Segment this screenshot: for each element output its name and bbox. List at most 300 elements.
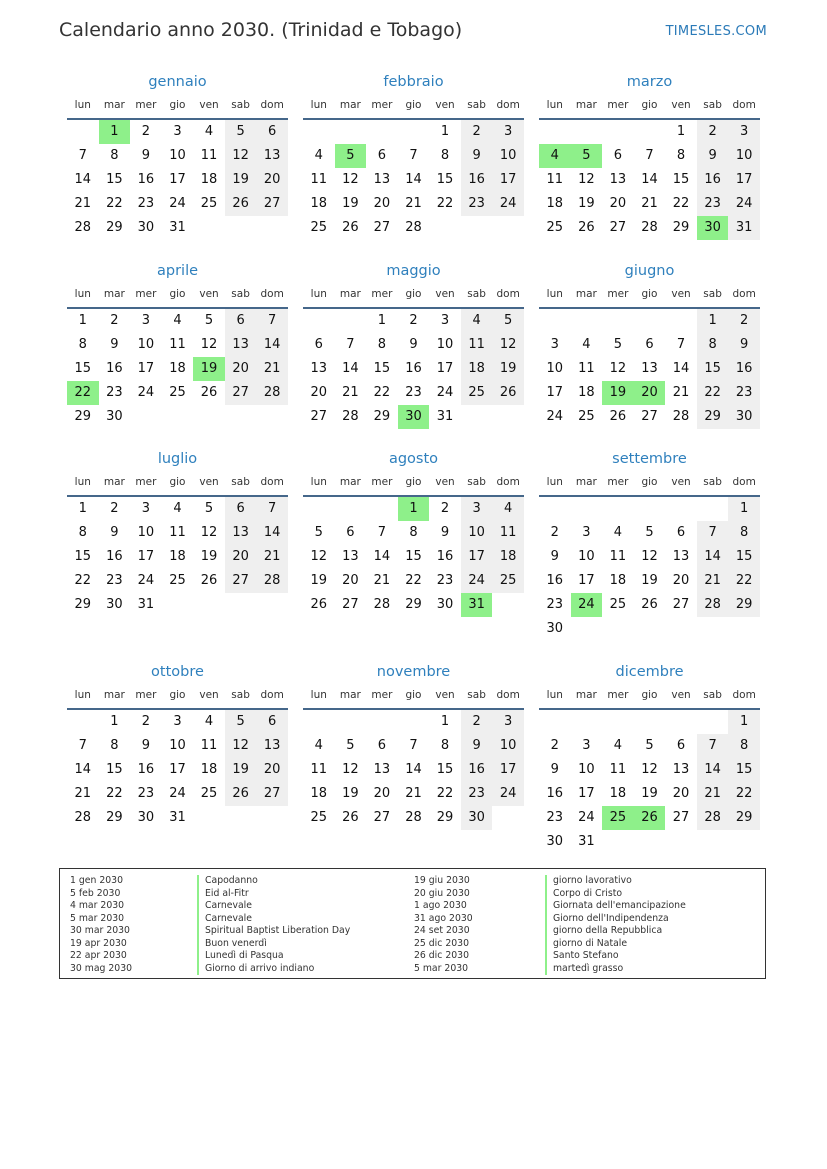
day-cell-holiday: 1 [99,120,131,144]
weekday-label: sab [703,288,722,300]
day-cell: 31 [137,597,155,612]
day-cell: 9 [141,148,151,163]
week-row [67,357,288,381]
weekday-header [303,283,524,309]
day-cell: 21 [373,573,391,588]
week-row [67,120,288,144]
week-row [67,521,288,545]
weekday-label: mer [607,476,629,488]
weekday-label: mar [339,99,361,111]
day-cell: 3 [173,124,182,139]
day-cell: 25 [310,810,328,825]
weekday-header [539,94,760,120]
day-cell: 29 [373,409,391,424]
week-row [67,405,288,429]
weekday-label: sab [231,476,250,488]
weekday-header [67,684,288,710]
day-cell: 18 [546,196,564,211]
day-cell: 16 [546,786,564,801]
day-empty [225,216,257,240]
day-cell: 9 [110,525,119,540]
legend-date: 4 mar 2030 [70,900,125,911]
day-cell: 12 [200,337,218,352]
day-cell: 20 [256,758,288,782]
brand-logo[interactable]: TIMESLES.COM [665,24,767,39]
day-empty [602,497,634,521]
weekday-label: ven [199,476,219,488]
day-cell: 8 [440,148,450,163]
day-cell: 10 [546,361,564,376]
day-cell: 23 [546,810,564,825]
day-cell: 1 [78,313,87,328]
day-empty [335,309,367,333]
day-cell: 22 [672,196,690,211]
day-cell: 21 [697,569,729,593]
day-cell: 8 [377,337,387,352]
day-empty [571,710,603,734]
legend-date: 19 giu 2030 [414,875,470,886]
day-cell: 3 [492,710,524,734]
weekday-label: lun [74,476,91,488]
weekday-label: mer [371,476,393,488]
weekday-label: sab [703,476,722,488]
day-cell: 28 [697,593,729,617]
day-cell: 5 [346,738,355,753]
week-row [303,593,524,617]
day-cell: 7 [346,337,355,352]
day-cell: 13 [641,361,658,376]
day-cell: 24 [436,385,454,400]
day-empty [67,120,99,144]
legend-holiday-name: Carnevale [197,913,350,926]
weekday-label: ven [435,288,455,300]
legend-holiday-name: martedì grasso [545,963,686,976]
day-cell: 16 [436,549,454,564]
day-empty [634,309,666,333]
weekday-label: mer [607,99,629,111]
week-row [303,806,524,830]
day-cell: 19 [342,786,359,801]
legend-holiday-name: Lunedì di Pasqua [197,950,350,963]
day-cell: 6 [645,337,654,352]
month-febbraio [303,70,524,240]
weekday-label: gio [169,288,186,300]
day-cell: 27 [310,409,328,424]
day-cell: 25 [461,381,493,405]
weekday-header [539,471,760,497]
day-cell: 24 [169,196,186,211]
day-cell: 22 [74,573,92,588]
day-cell: 27 [342,597,359,612]
day-cell: 4 [314,148,323,163]
day-cell: 15 [728,758,760,782]
day-cell: 3 [141,501,151,516]
day-cell: 2 [110,313,119,328]
day-cell: 22 [436,196,454,211]
day-empty [303,710,335,734]
day-cell: 11 [169,337,186,352]
day-cell: 19 [578,196,595,211]
week-row [539,497,760,521]
day-cell: 18 [609,786,627,801]
day-cell: 17 [169,762,186,777]
day-empty [602,710,634,734]
day-cell: 14 [74,762,92,777]
weekday-label: sab [231,689,250,701]
day-empty [665,710,697,734]
week-row [67,710,288,734]
day-empty [335,120,367,144]
day-cell-holiday: 1 [398,497,430,521]
week-row [539,830,760,854]
week-row [303,381,524,405]
page-title: Calendario anno 2030. (Trinidad e Tobago) [59,19,463,41]
day-cell: 11 [578,361,595,376]
day-cell: 7 [409,738,418,753]
weekday-label: ven [671,476,691,488]
day-cell: 4 [314,738,323,753]
day-cell: 24 [492,782,524,806]
month-title: agosto [388,451,439,467]
weekday-label: lun [310,288,327,300]
day-cell: 30 [728,405,760,429]
day-cell: 21 [405,786,422,801]
day-cell: 27 [256,192,288,216]
day-cell: 15 [672,172,690,187]
day-empty [461,216,493,240]
day-cell: 23 [697,192,729,216]
day-cell: 1 [676,124,686,139]
day-cell: 22 [728,782,760,806]
month-title: novembre [376,664,451,680]
weekday-label: mer [135,689,157,701]
month-title: ottobre [151,664,204,680]
day-empty [398,710,430,734]
day-cell: 9 [461,734,493,758]
week-row [303,192,524,216]
legend-holiday-name: giorno della Repubblica [545,925,686,938]
day-cell: 29 [436,810,454,825]
day-cell: 17 [578,573,595,588]
week-row [303,710,524,734]
day-cell: 29 [697,405,729,429]
weekday-label: gio [405,476,422,488]
day-cell: 29 [74,409,92,424]
day-cell: 24 [137,573,155,588]
day-cell: 26 [492,381,524,405]
day-cell: 30 [106,409,123,424]
weekday-label: dom [732,288,756,300]
day-cell: 11 [609,762,627,777]
day-cell: 31 [169,220,186,235]
day-cell: 29 [405,597,422,612]
day-cell-holiday: 19 [602,381,634,405]
day-empty [130,405,162,429]
week-row [67,545,288,569]
day-cell: 6 [676,738,686,753]
week-row [303,120,524,144]
week-row [539,710,760,734]
day-empty [429,216,461,240]
day-cell: 17 [461,545,493,569]
day-cell: 19 [492,357,524,381]
day-cell: 19 [641,786,658,801]
week-row [67,758,288,782]
day-cell: 4 [582,337,591,352]
day-cell: 26 [225,782,257,806]
day-cell: 5 [613,337,623,352]
day-cell: 23 [405,385,422,400]
week-row [67,192,288,216]
day-cell: 23 [728,381,760,405]
day-empty [492,593,524,617]
day-cell: 15 [106,762,123,777]
day-cell: 16 [697,168,729,192]
day-cell-holiday: 26 [634,806,666,830]
day-cell: 22 [728,569,760,593]
day-empty [602,120,634,144]
legend-holiday-name: Giorno di arrivo indiano [197,963,350,976]
day-cell: 12 [342,762,359,777]
week-row [539,309,760,333]
day-cell: 23 [546,597,564,612]
day-empty [665,309,697,333]
day-cell: 14 [697,545,729,569]
day-cell: 9 [110,337,119,352]
day-cell: 21 [342,385,359,400]
legend-date: 24 set 2030 [414,925,470,936]
day-empty [602,617,634,641]
day-cell: 30 [461,806,493,830]
day-cell: 2 [550,738,559,753]
day-empty [634,830,666,854]
weekday-label: sab [467,288,486,300]
day-cell: 5 [645,525,654,540]
weekday-label: mar [339,689,361,701]
day-cell: 4 [492,497,524,521]
weekday-label: gio [405,99,422,111]
week-row [67,333,288,357]
day-cell: 1 [78,501,87,516]
day-cell: 12 [200,525,218,540]
week-row [539,168,760,192]
day-cell: 14 [256,333,288,357]
day-cell: 23 [436,573,454,588]
day-cell: 28 [256,381,288,405]
day-cell: 28 [641,220,658,235]
weekday-header [67,283,288,309]
weekday-label: mar [575,288,597,300]
day-cell: 16 [137,172,155,187]
week-row [539,782,760,806]
day-cell: 17 [578,786,595,801]
week-row [67,144,288,168]
week-row [539,521,760,545]
legend-holiday-name: giorno di Natale [545,938,686,951]
day-cell: 23 [106,385,123,400]
week-row [539,381,760,405]
week-row [539,569,760,593]
legend-date: 22 apr 2030 [70,950,127,961]
week-row [539,405,760,429]
day-cell: 16 [106,549,123,564]
week-row [303,144,524,168]
day-cell: 24 [728,192,760,216]
week-row [67,782,288,806]
day-cell: 28 [405,810,422,825]
day-empty [539,309,571,333]
month-giugno [539,259,760,429]
week-row [539,545,760,569]
day-cell: 30 [137,220,155,235]
day-cell: 3 [728,120,760,144]
day-empty [492,216,524,240]
day-cell: 26 [310,597,328,612]
week-row [539,144,760,168]
week-row [539,593,760,617]
day-empty [303,309,335,333]
weekday-header [303,94,524,120]
day-cell: 6 [377,148,387,163]
day-cell: 29 [106,810,123,825]
day-cell: 12 [641,549,658,564]
day-cell: 10 [461,521,493,545]
day-cell: 24 [169,786,186,801]
day-cell: 6 [346,525,355,540]
day-cell: 17 [137,361,155,376]
weekday-label: dom [732,689,756,701]
day-cell: 6 [225,309,257,333]
day-cell: 23 [106,573,123,588]
day-cell: 4 [173,501,182,516]
legend-holiday-name: Buon venerdì [197,938,350,951]
day-cell: 20 [342,573,359,588]
day-cell: 5 [225,120,257,144]
day-cell: 14 [697,758,729,782]
day-cell: 3 [141,313,151,328]
day-cell: 7 [256,309,288,333]
weekday-label: mer [135,99,157,111]
day-empty [728,617,760,641]
day-cell: 20 [672,786,690,801]
day-cell: 21 [256,357,288,381]
day-cell: 7 [645,148,654,163]
day-cell: 22 [436,786,454,801]
day-cell: 9 [728,333,760,357]
month-gennaio [67,70,288,240]
day-cell: 25 [609,597,627,612]
day-cell: 17 [492,168,524,192]
day-empty [492,405,524,429]
week-row [539,120,760,144]
day-cell-holiday: 31 [461,593,493,617]
week-row [303,734,524,758]
day-cell: 3 [173,714,182,729]
day-empty [303,120,335,144]
day-cell: 9 [461,144,493,168]
day-cell: 7 [78,148,87,163]
weekday-label: mar [339,288,361,300]
day-cell: 16 [137,762,155,777]
day-cell: 15 [436,762,454,777]
weekday-label: sab [231,99,250,111]
weekday-label: mer [607,689,629,701]
day-cell: 16 [461,168,493,192]
day-cell: 7 [697,521,729,545]
day-cell: 25 [169,573,186,588]
legend-date: 5 feb 2030 [70,887,121,899]
day-cell: 21 [74,196,92,211]
weekday-label: mar [103,288,125,300]
day-cell: 2 [409,313,418,328]
week-row [303,168,524,192]
weekday-label: lun [546,99,563,111]
day-cell: 22 [405,573,422,588]
day-cell: 8 [676,148,686,163]
week-row [303,569,524,593]
day-cell: 29 [728,593,760,617]
day-empty [162,405,194,429]
day-cell-holiday: 25 [602,806,634,830]
day-empty [225,593,257,617]
calendar-grid [67,70,760,860]
day-cell-holiday: 20 [634,381,666,405]
weekday-label: mar [575,99,597,111]
day-cell: 13 [672,762,690,777]
day-cell: 9 [550,549,559,564]
day-empty [571,497,603,521]
day-cell: 4 [613,738,623,753]
weekday-label: dom [496,476,520,488]
weekday-label: sab [467,689,486,701]
day-empty [366,497,398,521]
day-empty [728,830,760,854]
legend-holiday-name: Eid al-Fitr [197,888,350,901]
weekday-label: dom [496,288,520,300]
weekday-label: gio [641,689,658,701]
month-dicembre [539,660,760,854]
day-cell: 11 [609,549,627,564]
day-cell: 8 [78,337,87,352]
day-cell: 13 [672,549,690,564]
day-cell: 27 [641,409,658,424]
day-cell: 7 [377,525,387,540]
day-cell: 18 [200,172,218,187]
day-cell: 12 [225,734,257,758]
day-cell: 27 [672,597,690,612]
day-cell: 15 [373,361,391,376]
day-cell: 9 [141,738,151,753]
week-row [303,405,524,429]
day-cell: 10 [492,144,524,168]
day-cell: 31 [169,810,186,825]
day-cell: 24 [137,385,155,400]
day-cell: 8 [110,148,119,163]
day-cell: 21 [405,196,422,211]
day-cell: 16 [106,361,123,376]
legend-date: 26 dic 2030 [414,950,469,961]
legend-dates-left [70,875,132,975]
day-empty [335,710,367,734]
weekday-label: mer [371,288,393,300]
weekday-label: mar [103,99,125,111]
month-luglio [67,447,288,617]
week-row [67,381,288,405]
day-cell: 13 [373,172,391,187]
day-cell: 7 [676,337,686,352]
day-empty [539,497,571,521]
day-cell: 26 [578,220,595,235]
